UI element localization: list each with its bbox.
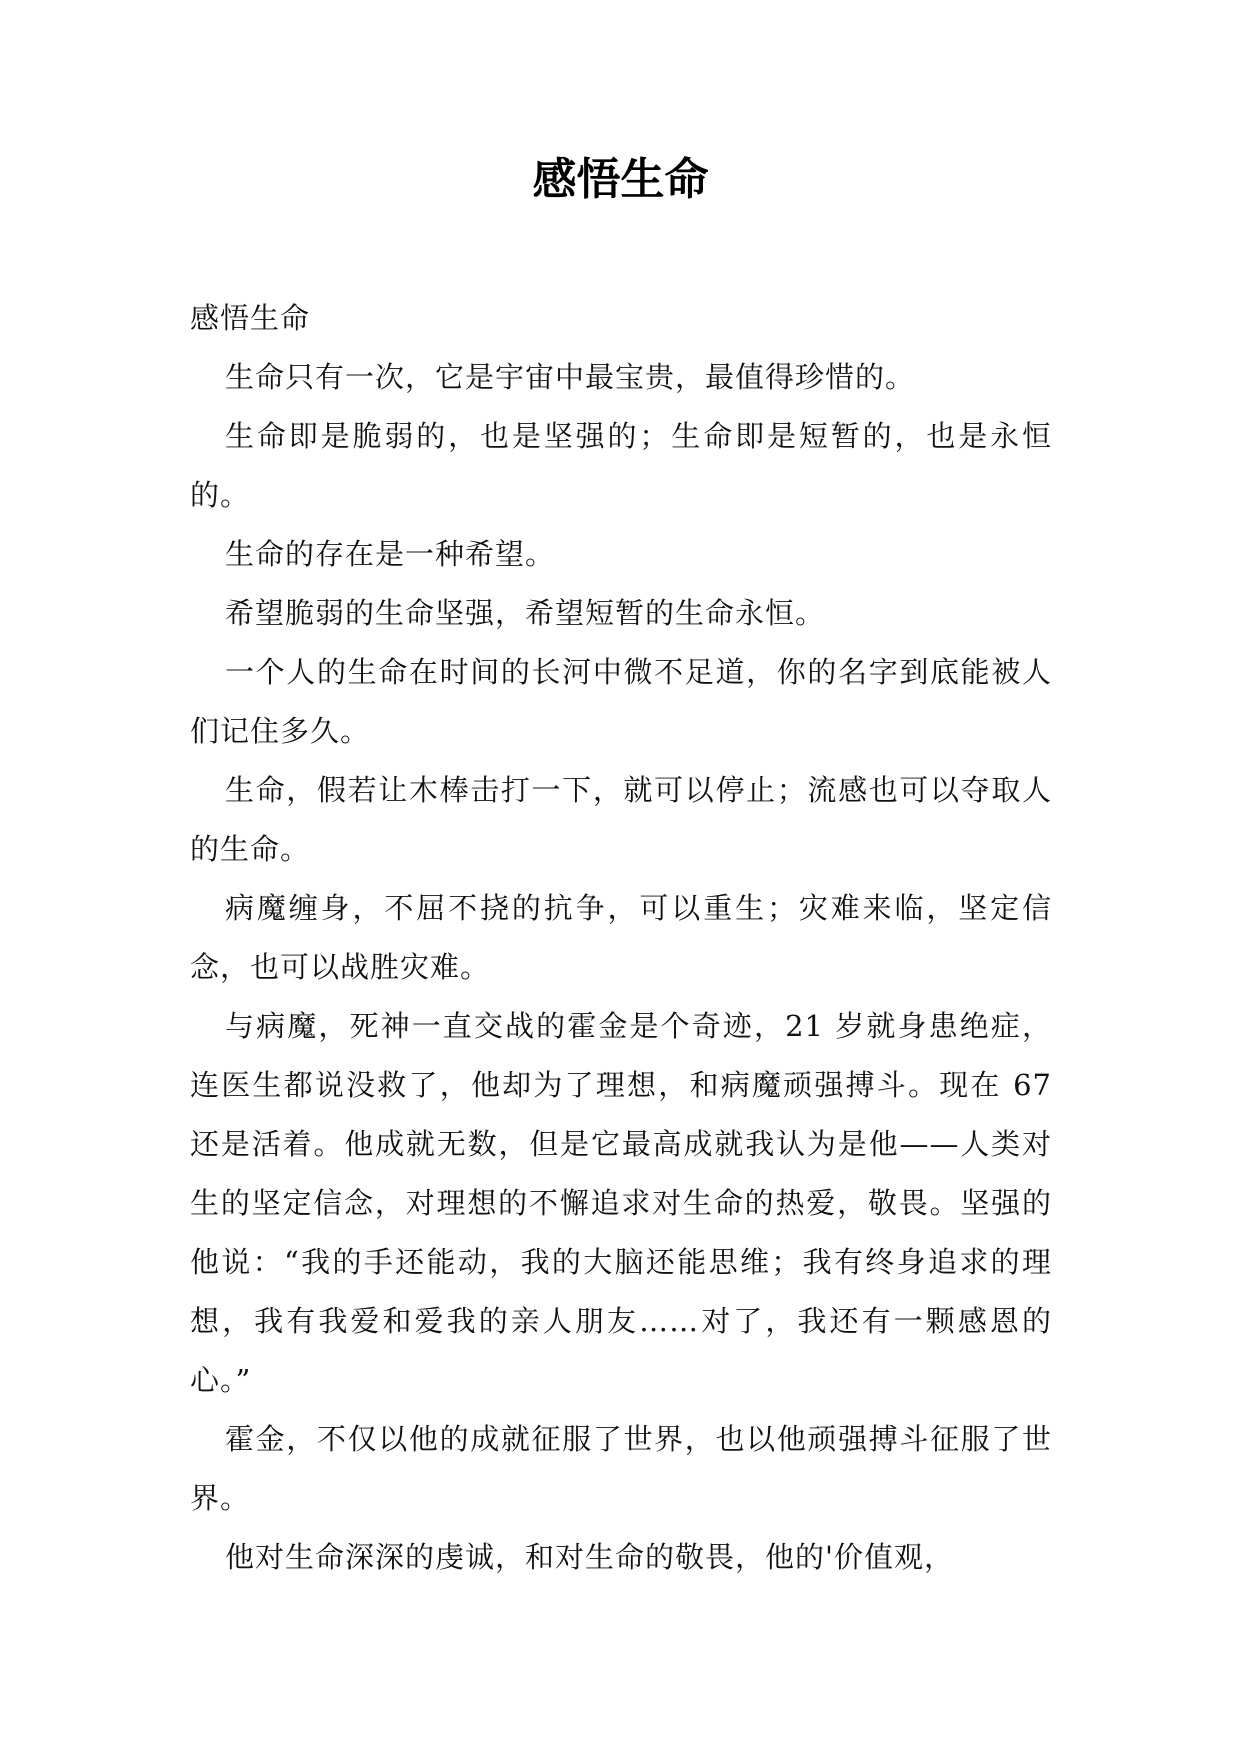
- paragraph: 生命，假若让木棒击打一下，就可以停止；流感也可以夺取人的生命。: [190, 773, 1052, 866]
- document-title: 感悟生命: [532, 154, 709, 205]
- paragraph: 病魔缠身，不屈不挠的抗争，可以重生；灾难来临，坚定信念，也可以战胜灾难。: [190, 891, 1052, 984]
- paragraph: 生命只有一次，它是宇宙中最宝贵，最值得珍惜的。: [225, 360, 916, 394]
- paragraph-heading: 感悟生命: [190, 301, 311, 335]
- paragraph: 生命即是脆弱的，也是坚强的；生命即是短暂的，也是永恒的。: [190, 419, 1052, 512]
- paragraph: 与病魔，死神一直交战的霍金是个奇迹，21 岁就身患绝症，连医生都说没救了，他却为了理想，和病魔顽强搏斗。现在 67 还是活着。他成就无数，但是它最高成就我认为是他——人类对生的坚定信念，对理想的不懈追求对生命的热爱，敬畏。坚强的他说：“我的手还能动，我的大脑还能思维；我有终身追求的理想，我有我爱和爱我的亲人朋友……对了，我还有一颗感恩的心。”: [190, 1009, 1052, 1397]
- paragraph: 他对生命深深的虔诚，和对生命的敬畏，他的'价值观，: [225, 1540, 954, 1574]
- paragraph: 希望脆弱的生命坚强，希望短暂的生命永恒。: [225, 596, 826, 630]
- paragraph: 一个人的生命在时间的长河中微不足道，你的名字到底能被人们记住多久。: [190, 655, 1052, 748]
- document-body: [190, 289, 1052, 1587]
- paragraph: 霍金，不仅以他的成就征服了世界，也以他顽强搏斗征服了世界。: [190, 1422, 1052, 1515]
- paragraph: 生命的存在是一种希望。: [225, 537, 556, 571]
